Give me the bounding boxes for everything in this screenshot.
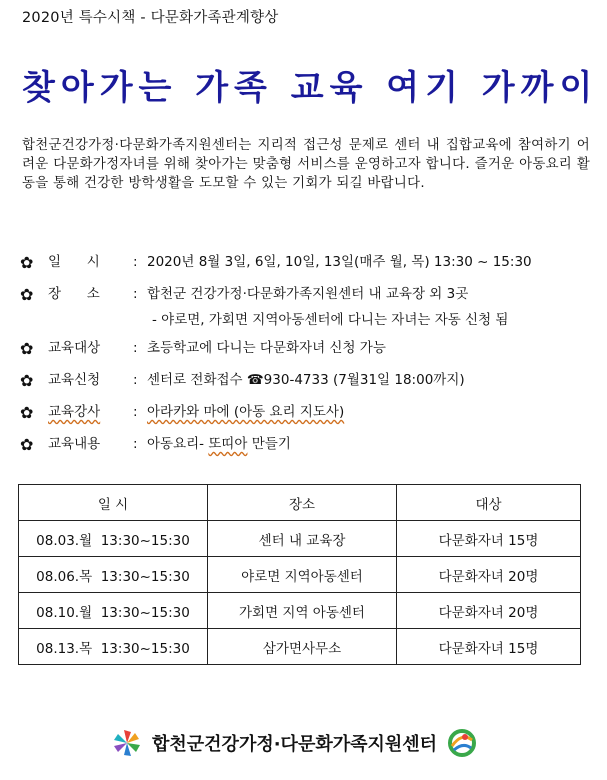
list-item-content — [20, 434, 590, 466]
list-item-date — [20, 252, 590, 284]
flower-bullet-icon: ✿ — [20, 253, 34, 272]
table-cell: 08.06.목 13:30~15:30 — [19, 557, 208, 593]
header-line: 2020년 특수시책 - 다문화가족관계향상 — [22, 10, 279, 26]
flower-bullet-icon: ✿ — [20, 339, 34, 358]
item-colon: : — [133, 340, 138, 356]
content-text-b: 또띠아 — [208, 436, 248, 452]
table-cell: 08.03.월 13:30~15:30 — [19, 521, 208, 557]
item-label: 교육신청 — [48, 372, 101, 388]
item-value: 초등학교에 다니는 다문화자녀 신청 가능 — [147, 340, 386, 356]
list-item-instructor — [20, 402, 590, 434]
item-colon: : — [133, 372, 138, 388]
table-cell: 다문화자녀 15명 — [397, 521, 581, 557]
table-row — [19, 521, 581, 557]
family-emblem-icon — [447, 728, 477, 758]
pinwheel-logo-icon — [110, 728, 144, 758]
table-cell: 가회면 지역 아동센터 — [208, 593, 397, 629]
list-item-target — [20, 338, 590, 370]
table-cell: 08.13.목 13:30~15:30 — [19, 629, 208, 665]
footer — [110, 728, 477, 758]
table-cell: 08.10.월 13:30~15:30 — [19, 593, 208, 629]
table-cell: 야로면 지역아동센터 — [208, 557, 397, 593]
info-list — [20, 252, 590, 466]
org-name: 합천군건강가정·다문화가족지원센터 — [152, 734, 438, 755]
table-row — [19, 593, 581, 629]
list-item-place — [20, 284, 590, 310]
item-value: 합천군 건강가정·다문화가족지원센터 내 교육장 외 3곳 — [147, 286, 469, 302]
item-value: 센터로 전화접수 ☎930-4733 (7월31일 18:00까지) — [147, 372, 465, 388]
table-header-cell: 장소 — [208, 485, 397, 521]
item-label: 일 시 — [48, 254, 100, 270]
table-cell: 삼가면사무소 — [208, 629, 397, 665]
item-colon: : — [133, 286, 138, 302]
item-colon: : — [133, 404, 138, 420]
table-cell: 다문화자녀 20명 — [397, 557, 581, 593]
table-cell: 센터 내 교육장 — [208, 521, 397, 557]
intro-paragraph: 합천군건강가정·다문화가족지원센터는 지리적 접근성 문제로 센터 내 집합교육에 참여하기 어려운 다문화가정자녀를 위해 찾아가는 맞춤형 서비스를 운영하고자 합니다. 즐거운 아동요리 활동을 통해 건강한 방학생활을 도모할 수 있는 기회가 되길 바랍니다. — [22, 138, 590, 191]
table-cell: 다문화자녀 20명 — [397, 593, 581, 629]
content-text-c: 만들기 — [247, 436, 291, 452]
table-header-cell: 대상 — [397, 485, 581, 521]
place-subnote-text: - 야로면, 가회면 지역아동센터에 다니는 자녀는 자동 신청 됨 — [152, 312, 509, 328]
item-value: 아라카와 마에 (아동 요리 지도사) — [147, 404, 345, 420]
flower-bullet-icon: ✿ — [20, 403, 34, 422]
schedule-table — [18, 484, 581, 665]
item-colon: : — [133, 254, 138, 270]
table-cell: 다문화자녀 15명 — [397, 629, 581, 665]
flower-bullet-icon: ✿ — [20, 435, 34, 454]
page-title: 찾아가는 가족 교육 여기 가까이 — [22, 68, 599, 108]
item-value: 2020년 8월 3일, 6일, 10일, 13일(매주 월, 목) 13:30 ~ 15:30 — [147, 254, 532, 270]
table-row — [19, 557, 581, 593]
item-value — [147, 434, 291, 454]
content-text-a: 아동요리- — [147, 436, 209, 452]
place-subnote — [20, 310, 590, 338]
item-label: 장 소 — [48, 286, 100, 302]
table-header-row — [19, 485, 581, 521]
flower-bullet-icon: ✿ — [20, 371, 34, 390]
table-row — [19, 629, 581, 665]
list-item-apply — [20, 370, 590, 402]
flower-bullet-icon: ✿ — [20, 285, 34, 304]
item-label: 교육내용 — [48, 436, 101, 452]
item-label: 교육강사 — [48, 404, 101, 420]
item-label: 교육대상 — [48, 340, 101, 356]
table-header-cell: 일 시 — [19, 485, 208, 521]
item-colon: : — [133, 436, 138, 452]
